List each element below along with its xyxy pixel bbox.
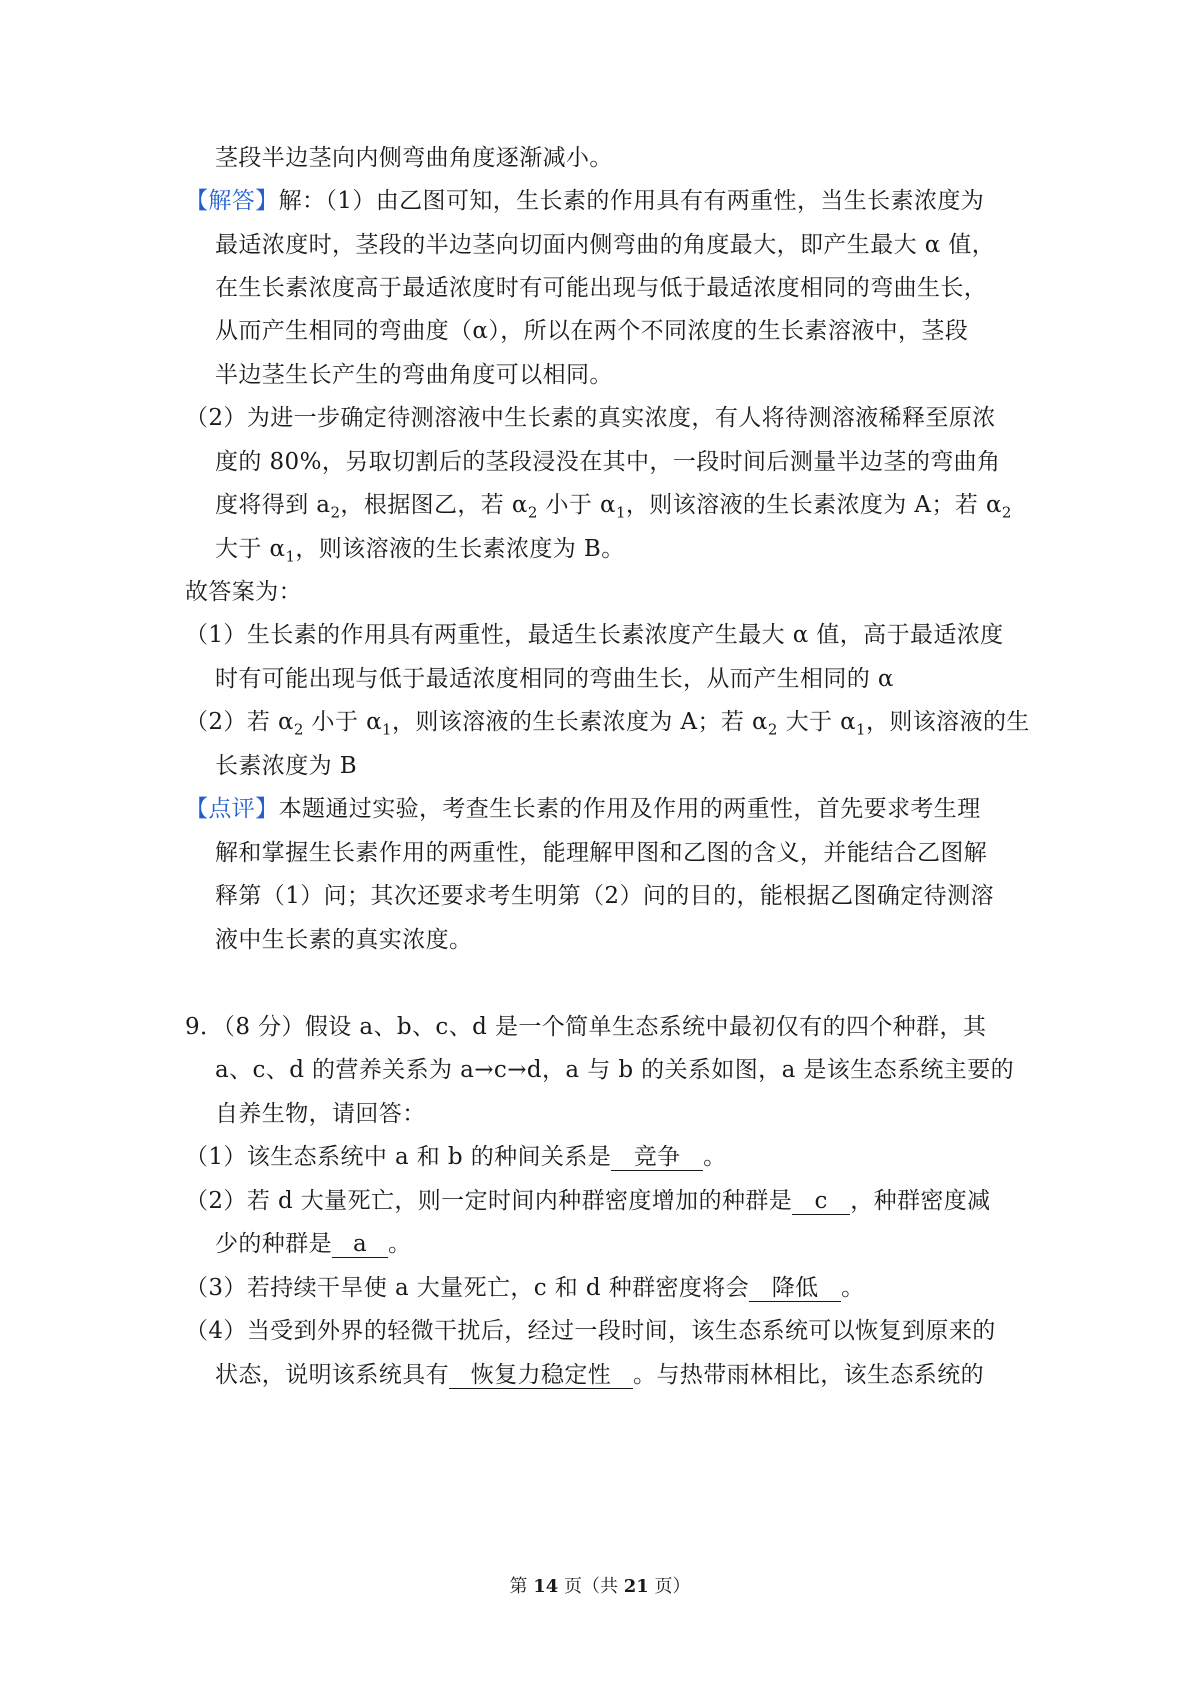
answer-blank: a bbox=[332, 1231, 388, 1258]
text-line bbox=[215, 230, 995, 260]
text-line bbox=[215, 143, 613, 173]
text-line bbox=[215, 447, 1000, 477]
text: 在生长素浓度高于最适浓度时有可能出现与低于最适浓度相同的弯曲生长， bbox=[215, 275, 988, 301]
text: a、c、d 的营养关系为 a→c→d，a 与 b 的关系如图，a 是该生态系统主要的 bbox=[215, 1057, 1014, 1083]
question-9-2 bbox=[185, 1186, 991, 1216]
text: （3）若持续干旱使 a 大量死亡，c 和 d 种群密度将会 bbox=[185, 1275, 750, 1301]
answer-tag: 【解答】 bbox=[185, 188, 279, 214]
page-number: 14 bbox=[533, 1576, 559, 1597]
text-line bbox=[215, 1229, 411, 1259]
text: 本题通过实验，考查生长素的作用及作用的两重性，首先要求考生理 bbox=[278, 796, 981, 822]
text-line bbox=[215, 1055, 1014, 1085]
text: （2）为进一步确定待测溶液中生长素的真实浓度，有人将待测溶液稀释至原浓 bbox=[185, 405, 996, 431]
answer-blank: c bbox=[792, 1188, 850, 1215]
text-line bbox=[185, 403, 996, 433]
text-line bbox=[185, 707, 1030, 737]
text: （4）当受到外界的轻微干扰后，经过一段时间，该生态系统可以恢复到原来的 bbox=[185, 1318, 996, 1344]
text: （1）该生态系统中 a 和 b 的种间关系是 bbox=[185, 1144, 612, 1170]
text-line bbox=[185, 577, 302, 607]
text-line bbox=[215, 1360, 984, 1390]
text: 。 bbox=[703, 1144, 727, 1170]
text: 。与热带雨林相比，该生态系统的 bbox=[633, 1362, 984, 1388]
text: 度的 80%，另取切割后的茎段浸没在其中，一段时间后测量半边茎的弯曲角 bbox=[215, 449, 1001, 475]
subscript: 1 bbox=[285, 547, 296, 566]
answer-blank: 竞争 bbox=[611, 1144, 703, 1171]
text: 解和掌握生长素作用的两重性，能理解甲图和乙图的含义，并能结合乙图解 bbox=[215, 840, 988, 866]
text-line bbox=[215, 1099, 426, 1129]
subscript: 2 bbox=[330, 503, 341, 522]
text-line bbox=[215, 664, 894, 694]
question-9-4 bbox=[185, 1316, 996, 1346]
text-line bbox=[215, 534, 625, 564]
text: ，根据图乙，若 α bbox=[340, 492, 528, 518]
subscript: 2 bbox=[767, 720, 778, 739]
text: 故答案为： bbox=[185, 579, 302, 605]
text: ，则该溶液的生长素浓度为 B。 bbox=[295, 536, 625, 562]
answer-blank: 降低 bbox=[749, 1275, 841, 1302]
text: 释第（1）问；其次还要求考生明第（2）问的目的，能根据乙图确定待测溶 bbox=[215, 883, 994, 909]
footer-text: 第 bbox=[509, 1576, 534, 1597]
question-9-stem bbox=[185, 1012, 986, 1042]
footer-text: 页） bbox=[648, 1576, 691, 1597]
text-line bbox=[215, 881, 994, 911]
subscript: 2 bbox=[1001, 503, 1012, 522]
answer-blank: 恢复力稳定性 bbox=[449, 1362, 633, 1389]
subscript: 1 bbox=[615, 503, 626, 522]
text: 从而产生相同的弯曲度（α），所以在两个不同浓度的生长素溶液中，茎段 bbox=[215, 318, 969, 344]
text: 大于 α bbox=[777, 709, 857, 735]
subscript: 2 bbox=[293, 720, 304, 739]
text-line bbox=[215, 273, 987, 303]
text-line bbox=[185, 620, 1004, 650]
text: （1）生长素的作用具有两重性，最适生长素浓度产生最大 α 值，高于最适浓度 bbox=[185, 622, 1004, 648]
footer-text: 页（共 bbox=[558, 1576, 624, 1597]
text: 9．（8 分）假设 a、b、c、d 是一个简单生态系统中最初仅有的四个种群，其 bbox=[185, 1014, 987, 1040]
text-line bbox=[215, 490, 1012, 520]
question-9-1 bbox=[185, 1142, 727, 1172]
text: 解：（1）由乙图可知，生长素的作用具有有两重性，当生长素浓度为 bbox=[278, 188, 985, 214]
subscript: 1 bbox=[856, 720, 866, 739]
text: 半边茎生长产生的弯曲角度可以相同。 bbox=[215, 362, 613, 388]
text: ，种群密度减 bbox=[850, 1188, 991, 1214]
text: 自养生物，请回答： bbox=[215, 1101, 426, 1127]
text: 液中生长素的真实浓度。 bbox=[215, 927, 473, 953]
text: 。 bbox=[388, 1231, 412, 1257]
text: 度将得到 a bbox=[215, 492, 331, 518]
text: 。 bbox=[841, 1275, 865, 1301]
text: ，则该溶液的生长素浓度为 A；若 α bbox=[391, 709, 768, 735]
text: 状态，说明该系统具有 bbox=[215, 1362, 449, 1388]
question-9-3 bbox=[185, 1273, 865, 1303]
page-total: 21 bbox=[623, 1576, 649, 1597]
text: （2）若 α bbox=[185, 709, 294, 735]
text: 时有可能出现与低于最适浓度相同的弯曲生长，从而产生相同的 α bbox=[215, 666, 894, 692]
answer-paragraph bbox=[185, 186, 984, 216]
text-line bbox=[215, 925, 472, 955]
text: （2）若 d 大量死亡，则一定时间内种群密度增加的种群是 bbox=[185, 1188, 793, 1214]
text-line bbox=[215, 751, 357, 781]
text: 小于 α bbox=[303, 709, 382, 735]
text: 长素浓度为 B bbox=[215, 753, 358, 779]
text: ，则该溶液的生 bbox=[865, 709, 1030, 735]
text-line bbox=[215, 838, 987, 868]
comment-tag: 【点评】 bbox=[185, 796, 279, 822]
subscript: 2 bbox=[527, 503, 538, 522]
text: 茎段半边茎向内侧弯曲角度逐渐减小。 bbox=[215, 145, 613, 171]
subscript: 1 bbox=[382, 720, 392, 739]
text-line bbox=[215, 360, 613, 390]
text: ，则该溶液的生长素浓度为 A；若 α bbox=[625, 492, 1002, 518]
text: 小于 α bbox=[537, 492, 616, 518]
text: 大于 α bbox=[215, 536, 286, 562]
text: 少的种群是 bbox=[215, 1231, 332, 1257]
comment-paragraph bbox=[185, 794, 981, 824]
page-footer bbox=[0, 1575, 1200, 1599]
text-line bbox=[215, 316, 968, 346]
text: 最适浓度时，茎段的半边茎向切面内侧弯曲的角度最大，即产生最大 α 值， bbox=[215, 232, 996, 258]
